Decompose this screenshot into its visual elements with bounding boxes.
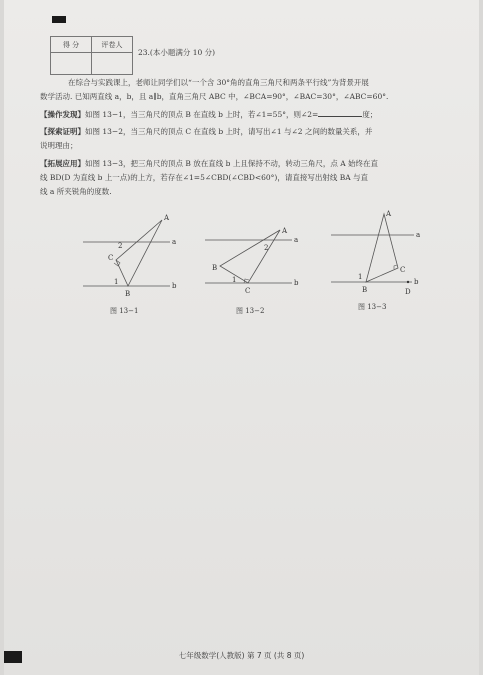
intro-line-1: 在综合与实践课上，老师让同学们以“一个含 30°角的直角三角尺和两条平行线”为背景开展 — [68, 78, 369, 87]
label-line-b: b — [172, 282, 177, 290]
label-line-b: b — [294, 279, 299, 287]
label-angle-2: 2 — [264, 244, 269, 252]
label-c: C — [400, 266, 406, 274]
triangle-abc — [116, 220, 162, 286]
caption-13-2: 图 13−2 — [236, 307, 265, 315]
label-angle-2: 2 — [118, 242, 123, 250]
label-a-vertex: A — [282, 227, 288, 235]
label-a-vertex: A — [164, 214, 170, 222]
intro-paragraph — [40, 76, 450, 104]
page-footer: 七年级数学(人教版) 第 7 页 (共 8 页) — [178, 651, 305, 660]
label-line-b: b — [414, 278, 419, 286]
section3-text-3: 线 a 所夹锐角的度数. — [40, 187, 112, 197]
label-angle-1: 1 — [114, 278, 119, 286]
label-angle-1: 1 — [232, 276, 237, 284]
section-extension — [40, 157, 450, 200]
intro-line-2: 数学活动. 已知两直线 a，b，且 a∥b，直角三角尺 ABC 中，∠BCA=90°，∠BAC=30°，∠ABC=60°. — [40, 92, 389, 102]
score-header: 得 分 — [51, 37, 92, 53]
section1-label: 【操作发现】 — [40, 110, 85, 119]
section-operation — [40, 108, 450, 122]
section2-text-1: 如图 13−2，当三角尺的顶点 C 在直线 b 上时，请写出∠1 与∠2 之间的数量关系，并 — [85, 127, 373, 136]
caption-13-3: 图 13−3 — [358, 303, 387, 311]
section2-label: 【探索证明】 — [40, 127, 85, 136]
figure-13-3 — [326, 208, 436, 300]
label-a-vertex: A — [386, 210, 392, 218]
answer-blank[interactable] — [318, 108, 362, 117]
label-c: C — [108, 254, 114, 262]
label-b: B — [125, 290, 131, 298]
grader-header: 评卷人 — [92, 37, 133, 53]
figure-13-2 — [200, 222, 310, 302]
score-table — [50, 36, 133, 75]
label-c: C — [245, 287, 251, 295]
corner-mark-top — [52, 16, 66, 23]
section3-text-1: 如图 13−3，把三角尺的顶点 B 放在直线 b 上且保持不动，转动三角尺，点 A 始终在直 — [85, 159, 379, 168]
section1-text: 如图 13−1，当三角尺的顶点 B 在直线 b 上时，若∠1=55°，则∠2= — [85, 110, 319, 119]
label-angle-1: 1 — [358, 273, 363, 281]
caption-13-1: 图 13−1 — [110, 307, 139, 315]
section3-label: 【拓展应用】 — [40, 159, 85, 168]
point-d — [407, 281, 409, 283]
question-header: 23.(本小题满分 10 分) — [138, 48, 216, 57]
section3-text-2: 线 BD(D 为直线 b 上一点)的上方，若存在∠1=5∠CBD(∠CBD<60°)，请直接写出射线 BA 与直 — [40, 173, 369, 183]
triangle-abc — [366, 214, 398, 282]
label-b: B — [212, 264, 218, 272]
score-cell — [51, 53, 92, 75]
label-d: D — [405, 288, 411, 296]
label-line-a: a — [416, 231, 421, 239]
label-b: B — [362, 286, 368, 294]
section2-text-2: 说明理由； — [40, 141, 78, 151]
label-line-a: a — [172, 238, 177, 246]
figure-13-1 — [78, 212, 188, 302]
triangle-abc — [220, 230, 280, 283]
grader-cell — [92, 53, 133, 75]
section-proof — [40, 125, 450, 153]
label-line-a: a — [294, 236, 299, 244]
section1-suffix: 度； — [362, 110, 378, 119]
